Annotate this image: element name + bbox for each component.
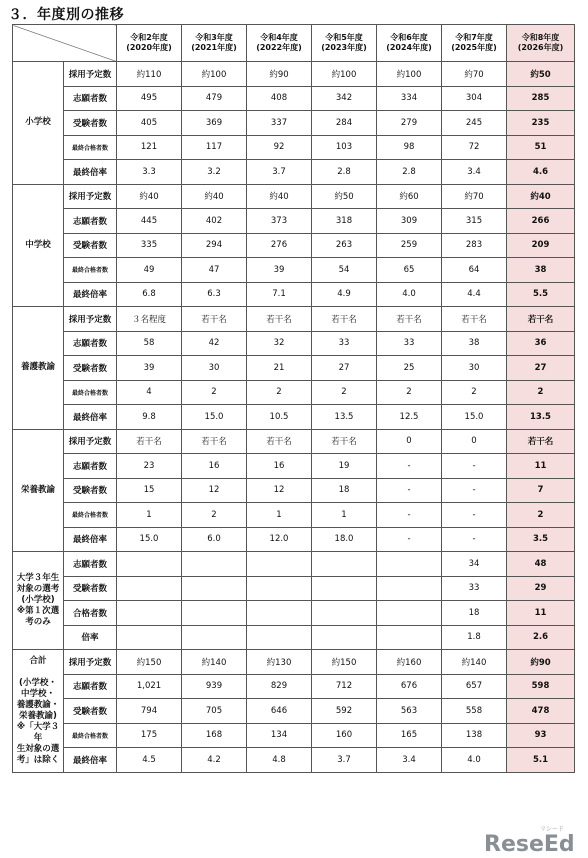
value-cell: 4.4 xyxy=(442,282,507,307)
table-row xyxy=(13,209,575,234)
value-cell: 若干名 xyxy=(247,307,312,332)
row-item-label: 志願者数 xyxy=(64,454,117,479)
value-cell: 334 xyxy=(377,86,442,111)
row-item-label: 受験者数 xyxy=(64,356,117,381)
value-cell: 829 xyxy=(247,674,312,699)
value-cell: 33 xyxy=(312,331,377,356)
value-cell: 3.2 xyxy=(182,160,247,185)
value-cell: 2 xyxy=(247,380,312,405)
value-cell: 405 xyxy=(117,111,182,136)
value-cell: 6.3 xyxy=(182,282,247,307)
value-cell: 408 xyxy=(247,86,312,111)
value-cell: 34 xyxy=(442,552,507,577)
value-cell xyxy=(312,576,377,601)
value-cell: 約40 xyxy=(117,184,182,209)
value-cell: 4.2 xyxy=(182,748,247,773)
value-cell: 約100 xyxy=(312,62,377,87)
value-cell: 98 xyxy=(377,135,442,160)
value-cell: 266 xyxy=(507,209,575,234)
row-item-label: 受験者数 xyxy=(64,478,117,503)
row-item-label: 志願者数 xyxy=(64,209,117,234)
value-cell: 12.5 xyxy=(377,405,442,430)
table-row xyxy=(13,552,575,577)
year-western-label: (2022年度) xyxy=(256,43,302,52)
value-cell: 676 xyxy=(377,674,442,699)
value-cell: 4.0 xyxy=(377,282,442,307)
value-cell: 4.9 xyxy=(312,282,377,307)
value-cell: - xyxy=(442,478,507,503)
year-era-label: 令和6年度 xyxy=(390,33,428,42)
table-row xyxy=(13,527,575,552)
group-label: 中学校 xyxy=(13,184,64,307)
value-cell xyxy=(247,552,312,577)
table-row xyxy=(13,135,575,160)
value-cell: 約40 xyxy=(507,184,575,209)
value-cell: 478 xyxy=(507,699,575,724)
value-cell: 約150 xyxy=(312,650,377,675)
value-cell: 42 xyxy=(182,331,247,356)
value-cell: 4.6 xyxy=(507,160,575,185)
value-cell: 15 xyxy=(117,478,182,503)
value-cell xyxy=(377,576,442,601)
value-cell: 約50 xyxy=(312,184,377,209)
value-cell: 19 xyxy=(312,454,377,479)
row-item-label: 最終合格者数 xyxy=(64,258,117,283)
year-era-label: 令和7年度 xyxy=(455,33,493,42)
row-item-label: 最終合格者数 xyxy=(64,503,117,528)
value-cell: 705 xyxy=(182,699,247,724)
row-item-label: 志願者数 xyxy=(64,331,117,356)
value-cell: 約130 xyxy=(247,650,312,675)
row-item-label: 最終倍率 xyxy=(64,405,117,430)
value-cell: 約160 xyxy=(377,650,442,675)
value-cell: 38 xyxy=(507,258,575,283)
row-item-label: 倍率 xyxy=(64,625,117,650)
table-row xyxy=(13,405,575,430)
value-cell: 117 xyxy=(182,135,247,160)
table-row xyxy=(13,86,575,111)
value-cell: 36 xyxy=(507,331,575,356)
year-western-label: (2023年度) xyxy=(321,43,367,52)
value-cell: 13.5 xyxy=(507,405,575,430)
row-item-label: 合格者数 xyxy=(64,601,117,626)
year-header-3 xyxy=(312,25,377,62)
year-era-label: 令和4年度 xyxy=(260,33,298,42)
table-row xyxy=(13,650,575,675)
value-cell: 若干名 xyxy=(442,307,507,332)
value-cell xyxy=(247,601,312,626)
value-cell: 15.0 xyxy=(117,527,182,552)
value-cell: 369 xyxy=(182,111,247,136)
value-cell: 1 xyxy=(312,503,377,528)
row-item-label: 受験者数 xyxy=(64,576,117,601)
table-row xyxy=(13,478,575,503)
value-cell: 402 xyxy=(182,209,247,234)
value-cell xyxy=(312,601,377,626)
value-cell: 65 xyxy=(377,258,442,283)
year-header-row xyxy=(13,25,575,62)
value-cell: 657 xyxy=(442,674,507,699)
value-cell: 若干名 xyxy=(507,307,575,332)
value-cell: 15.0 xyxy=(442,405,507,430)
value-cell: 5.1 xyxy=(507,748,575,773)
value-cell xyxy=(182,576,247,601)
value-cell: 約40 xyxy=(182,184,247,209)
table-row xyxy=(13,723,575,748)
value-cell: 21 xyxy=(247,356,312,381)
value-cell: 284 xyxy=(312,111,377,136)
value-cell: 342 xyxy=(312,86,377,111)
value-cell: 18 xyxy=(312,478,377,503)
table-row xyxy=(13,62,575,87)
row-item-label: 採用予定数 xyxy=(64,429,117,454)
value-cell xyxy=(377,601,442,626)
value-cell: 約60 xyxy=(377,184,442,209)
value-cell: 若干名 xyxy=(117,429,182,454)
value-cell: 4.0 xyxy=(442,748,507,773)
row-item-label: 最終倍率 xyxy=(64,282,117,307)
row-item-label: 受験者数 xyxy=(64,111,117,136)
value-cell: 51 xyxy=(507,135,575,160)
value-cell xyxy=(377,552,442,577)
value-cell: 92 xyxy=(247,135,312,160)
value-cell: 約140 xyxy=(442,650,507,675)
year-header-1 xyxy=(182,25,247,62)
value-cell: 592 xyxy=(312,699,377,724)
value-cell: - xyxy=(377,503,442,528)
value-cell xyxy=(182,601,247,626)
value-cell xyxy=(117,552,182,577)
value-cell: 3.7 xyxy=(247,160,312,185)
value-cell: 若干名 xyxy=(377,307,442,332)
value-cell: - xyxy=(377,527,442,552)
value-cell: 165 xyxy=(377,723,442,748)
value-cell: 93 xyxy=(507,723,575,748)
value-cell: 若干名 xyxy=(312,307,377,332)
value-cell: 337 xyxy=(247,111,312,136)
watermark-small-text: リシード xyxy=(540,826,565,833)
value-cell: 598 xyxy=(507,674,575,699)
group-label: 大学３年生 対象の選考 (小学校) ※第１次選 考のみ xyxy=(13,552,64,650)
value-cell: 若干名 xyxy=(247,429,312,454)
value-cell: 49 xyxy=(117,258,182,283)
value-cell: 3.5 xyxy=(507,527,575,552)
value-cell: 209 xyxy=(507,233,575,258)
value-cell: 72 xyxy=(442,135,507,160)
group-label: 養護教諭 xyxy=(13,307,64,430)
value-cell: 12 xyxy=(247,478,312,503)
row-item-label: 最終合格者数 xyxy=(64,135,117,160)
row-item-label: 志願者数 xyxy=(64,552,117,577)
value-cell: 約140 xyxy=(182,650,247,675)
row-item-label: 採用予定数 xyxy=(64,62,117,87)
table-row xyxy=(13,576,575,601)
value-cell: - xyxy=(377,454,442,479)
value-cell: 25 xyxy=(377,356,442,381)
value-cell: ３名程度 xyxy=(117,307,182,332)
year-header-2 xyxy=(247,25,312,62)
value-cell: 約110 xyxy=(117,62,182,87)
year-western-label: (2024年度) xyxy=(386,43,432,52)
value-cell: 558 xyxy=(442,699,507,724)
value-cell: 335 xyxy=(117,233,182,258)
value-cell: 11 xyxy=(507,601,575,626)
value-cell: 47 xyxy=(182,258,247,283)
value-cell: 29 xyxy=(507,576,575,601)
value-cell: 7.1 xyxy=(247,282,312,307)
value-cell: 276 xyxy=(247,233,312,258)
table-row xyxy=(13,356,575,381)
table-row xyxy=(13,503,575,528)
value-cell: - xyxy=(377,478,442,503)
value-cell xyxy=(247,576,312,601)
value-cell: 30 xyxy=(182,356,247,381)
value-cell: 約150 xyxy=(117,650,182,675)
value-cell: 約90 xyxy=(247,62,312,87)
value-cell: 245 xyxy=(442,111,507,136)
value-cell xyxy=(377,625,442,650)
value-cell: 283 xyxy=(442,233,507,258)
value-cell: 445 xyxy=(117,209,182,234)
value-cell: 3.4 xyxy=(442,160,507,185)
value-cell: 1 xyxy=(247,503,312,528)
row-item-label: 志願者数 xyxy=(64,674,117,699)
row-item-label: 最終倍率 xyxy=(64,748,117,773)
table-row xyxy=(13,307,575,332)
value-cell: 3.4 xyxy=(377,748,442,773)
value-cell: 5.5 xyxy=(507,282,575,307)
value-cell: 11 xyxy=(507,454,575,479)
value-cell: - xyxy=(442,503,507,528)
value-cell: 33 xyxy=(377,331,442,356)
value-cell: 138 xyxy=(442,723,507,748)
table-row xyxy=(13,233,575,258)
year-era-label: 令和5年度 xyxy=(325,33,363,42)
value-cell: 3.7 xyxy=(312,748,377,773)
value-cell xyxy=(117,576,182,601)
row-item-label: 最終倍率 xyxy=(64,160,117,185)
row-item-label: 採用予定数 xyxy=(64,307,117,332)
row-item-label: 採用予定数 xyxy=(64,184,117,209)
row-item-label: 受験者数 xyxy=(64,699,117,724)
value-cell: 495 xyxy=(117,86,182,111)
table-row xyxy=(13,454,575,479)
value-cell: 1 xyxy=(117,503,182,528)
value-cell xyxy=(182,552,247,577)
value-cell: 1.8 xyxy=(442,625,507,650)
value-cell: 12 xyxy=(182,478,247,503)
value-cell: 38 xyxy=(442,331,507,356)
value-cell: - xyxy=(442,454,507,479)
value-cell: 0 xyxy=(442,429,507,454)
value-cell: 30 xyxy=(442,356,507,381)
value-cell xyxy=(247,625,312,650)
value-cell: 309 xyxy=(377,209,442,234)
year-western-label: (2026年度) xyxy=(517,43,564,52)
value-cell: 3.3 xyxy=(117,160,182,185)
value-cell: 54 xyxy=(312,258,377,283)
value-cell: 32 xyxy=(247,331,312,356)
value-cell: 48 xyxy=(507,552,575,577)
value-cell: 285 xyxy=(507,86,575,111)
table-row xyxy=(13,429,575,454)
value-cell: 64 xyxy=(442,258,507,283)
year-header-6 xyxy=(507,25,575,62)
value-cell: 39 xyxy=(247,258,312,283)
value-cell: 10.5 xyxy=(247,405,312,430)
value-cell xyxy=(182,625,247,650)
value-cell: 939 xyxy=(182,674,247,699)
value-cell: 103 xyxy=(312,135,377,160)
value-cell xyxy=(312,625,377,650)
value-cell: 16 xyxy=(247,454,312,479)
value-cell: 1,021 xyxy=(117,674,182,699)
value-cell: 2.8 xyxy=(312,160,377,185)
table-row xyxy=(13,625,575,650)
value-cell: 約100 xyxy=(377,62,442,87)
value-cell: 4.5 xyxy=(117,748,182,773)
value-cell: 160 xyxy=(312,723,377,748)
value-cell xyxy=(312,552,377,577)
value-cell: 304 xyxy=(442,86,507,111)
value-cell: 646 xyxy=(247,699,312,724)
value-cell: 約100 xyxy=(182,62,247,87)
value-cell: 6.8 xyxy=(117,282,182,307)
year-era-label: 令和8年度 xyxy=(521,33,560,42)
value-cell: 若干名 xyxy=(182,429,247,454)
table-row xyxy=(13,184,575,209)
table-row xyxy=(13,258,575,283)
table-row xyxy=(13,699,575,724)
year-era-label: 令和2年度 xyxy=(130,33,168,42)
value-cell: 58 xyxy=(117,331,182,356)
value-cell: 563 xyxy=(377,699,442,724)
value-cell: 18 xyxy=(442,601,507,626)
year-header-5 xyxy=(442,25,507,62)
value-cell: 712 xyxy=(312,674,377,699)
value-cell: 約50 xyxy=(507,62,575,87)
value-cell: 若干名 xyxy=(182,307,247,332)
value-cell: 175 xyxy=(117,723,182,748)
table-row xyxy=(13,160,575,185)
value-cell: 7 xyxy=(507,478,575,503)
value-cell: 315 xyxy=(442,209,507,234)
row-item-label: 最終合格者数 xyxy=(64,723,117,748)
value-cell: 12.0 xyxy=(247,527,312,552)
year-header-0 xyxy=(117,25,182,62)
year-western-label: (2020年度) xyxy=(126,43,172,52)
value-cell: 318 xyxy=(312,209,377,234)
value-cell: 2 xyxy=(507,380,575,405)
value-cell: 15.0 xyxy=(182,405,247,430)
value-cell: 4.8 xyxy=(247,748,312,773)
value-cell: 39 xyxy=(117,356,182,381)
group-label: 合計 (小学校・ 中学校・ 養護教諭・ 栄養教諭) ※「大学３年 生対象の選 考」は除く xyxy=(13,650,64,773)
row-item-label: 最終倍率 xyxy=(64,527,117,552)
year-header-4 xyxy=(377,25,442,62)
watermark-logo-text: ReseEd xyxy=(484,832,575,854)
value-cell: 2.8 xyxy=(377,160,442,185)
table-row xyxy=(13,674,575,699)
row-item-label: 採用予定数 xyxy=(64,650,117,675)
value-cell: 2 xyxy=(442,380,507,405)
table-row xyxy=(13,380,575,405)
value-cell: 259 xyxy=(377,233,442,258)
year-western-label: (2021年度) xyxy=(191,43,237,52)
value-cell: 479 xyxy=(182,86,247,111)
value-cell: 約70 xyxy=(442,62,507,87)
year-era-label: 令和3年度 xyxy=(195,33,233,42)
value-cell: 794 xyxy=(117,699,182,724)
value-cell: 6.0 xyxy=(182,527,247,552)
value-cell: 134 xyxy=(247,723,312,748)
yearly-stats-table xyxy=(12,24,575,773)
table-row xyxy=(13,282,575,307)
value-cell: 9.8 xyxy=(117,405,182,430)
value-cell: - xyxy=(442,527,507,552)
value-cell: 2 xyxy=(377,380,442,405)
value-cell: 0 xyxy=(377,429,442,454)
value-cell: 2 xyxy=(182,380,247,405)
row-item-label: 志願者数 xyxy=(64,86,117,111)
year-western-label: (2025年度) xyxy=(451,43,497,52)
value-cell: 373 xyxy=(247,209,312,234)
value-cell xyxy=(117,625,182,650)
value-cell: 263 xyxy=(312,233,377,258)
value-cell: 168 xyxy=(182,723,247,748)
value-cell: 4 xyxy=(117,380,182,405)
page-title: ３．年度別の推移 xyxy=(8,7,124,23)
value-cell: 若干名 xyxy=(507,429,575,454)
value-cell: 23 xyxy=(117,454,182,479)
corner-cell xyxy=(13,25,117,62)
value-cell: 121 xyxy=(117,135,182,160)
group-label: 栄養教諭 xyxy=(13,429,64,552)
value-cell: 27 xyxy=(312,356,377,381)
value-cell: 235 xyxy=(507,111,575,136)
value-cell: 約90 xyxy=(507,650,575,675)
value-cell: 16 xyxy=(182,454,247,479)
resed-watermark-logo xyxy=(482,824,578,854)
group-label: 小学校 xyxy=(13,62,64,185)
value-cell: 2.6 xyxy=(507,625,575,650)
value-cell: 約40 xyxy=(247,184,312,209)
value-cell: 18.0 xyxy=(312,527,377,552)
value-cell: 279 xyxy=(377,111,442,136)
value-cell: 13.5 xyxy=(312,405,377,430)
value-cell: 若干名 xyxy=(312,429,377,454)
table-row xyxy=(13,601,575,626)
value-cell: 33 xyxy=(442,576,507,601)
value-cell xyxy=(117,601,182,626)
row-item-label: 最終合格者数 xyxy=(64,380,117,405)
table-row xyxy=(13,111,575,136)
value-cell: 27 xyxy=(507,356,575,381)
value-cell: 2 xyxy=(507,503,575,528)
row-item-label: 受験者数 xyxy=(64,233,117,258)
value-cell: 2 xyxy=(312,380,377,405)
table-row xyxy=(13,331,575,356)
value-cell: 2 xyxy=(182,503,247,528)
value-cell: 294 xyxy=(182,233,247,258)
table-row xyxy=(13,748,575,773)
value-cell: 約70 xyxy=(442,184,507,209)
